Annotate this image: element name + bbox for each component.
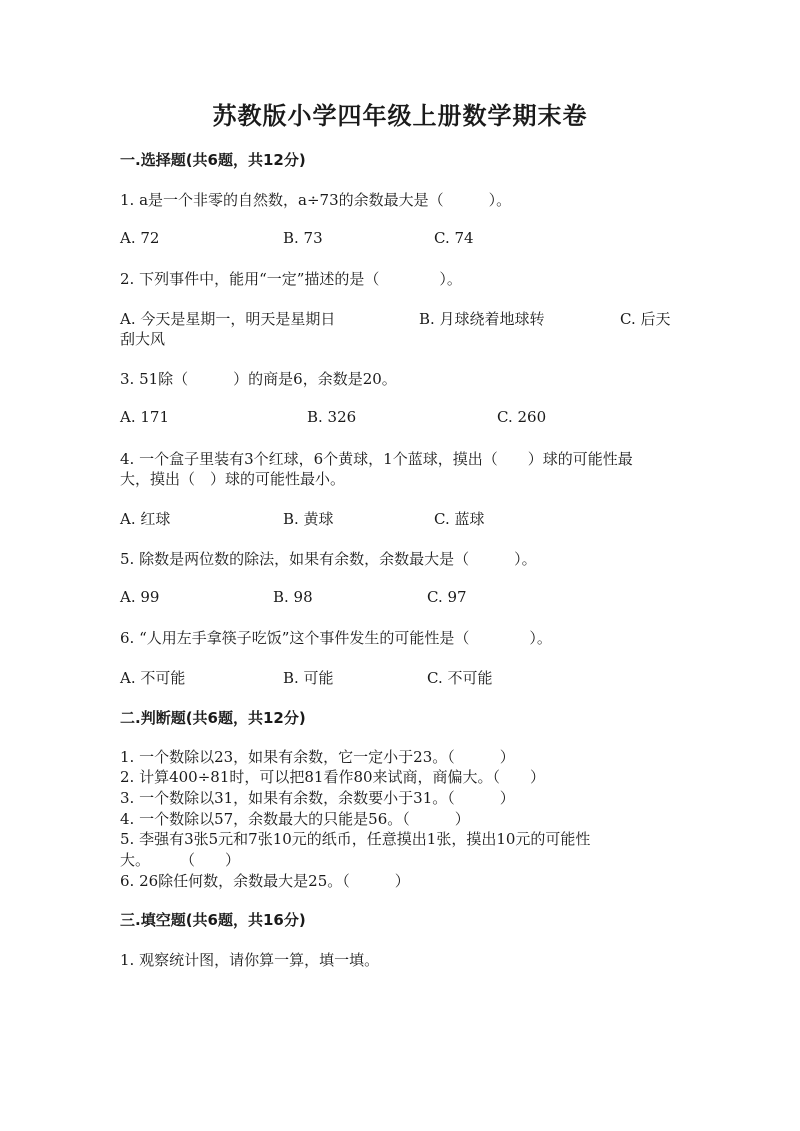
question-1-4-stem: 4. 一个盒子里装有3个红球，6个黄球，1个蓝球，摸出（ ）球的可能性最 <box>120 450 633 468</box>
option-1-1-b: B. 73 <box>283 229 323 247</box>
question-1-3-stem: 3. 51除（ ）的商是6，余数是20。 <box>120 370 397 388</box>
exam-title: 苏教版小学四年级上册数学期末卷 <box>212 101 588 130</box>
section-1-heading: 一.选择题(共6题，共12分) <box>120 151 306 169</box>
option-1-5-b: B. 98 <box>273 588 313 606</box>
option-1-3-b: B. 326 <box>307 408 357 426</box>
option-1-6-c: C. 不可能 <box>427 669 493 687</box>
option-1-3-a: A. 171 <box>120 408 169 426</box>
judge-item-3: 3. 一个数除以31，如果有余数，余数要小于31。（ ） <box>120 789 515 807</box>
judge-item-4: 4. 一个数除以57，余数最大的只能是56。（ ） <box>120 810 470 828</box>
option-1-5-a: A. 99 <box>120 588 160 606</box>
option-1-2-c: C. 后天 <box>620 310 671 328</box>
option-1-6-b: B. 可能 <box>283 669 334 687</box>
question-1-1-stem: 1. a是一个非零的自然数，a÷73的余数最大是（ ）。 <box>120 191 512 209</box>
option-1-1-a: A. 72 <box>120 229 160 247</box>
section-3-heading: 三.填空题(共6题，共16分) <box>120 911 306 929</box>
question-1-2-stem: 2. 下列事件中，能用“一定”描述的是（ ）。 <box>120 270 462 288</box>
option-1-5-c: C. 97 <box>427 588 467 606</box>
option-1-2-a: A. 今天是星期一，明天是星期日 <box>120 310 336 328</box>
option-1-2-c-continued: 刮大风 <box>120 330 166 348</box>
question-1-5-stem: 5. 除数是两位数的除法，如果有余数，余数最大是（ ）。 <box>120 550 537 568</box>
judge-item-2: 2. 计算400÷81时，可以把81看作80来试商，商偏大。（ ） <box>120 768 546 786</box>
option-1-6-a: A. 不可能 <box>120 669 186 687</box>
option-1-3-c: C. 260 <box>497 408 547 426</box>
option-1-4-c: C. 蓝球 <box>434 510 485 528</box>
judge-item-5-continued: 大。 （ ） <box>120 851 241 869</box>
judge-item-1: 1. 一个数除以23，如果有余数，它一定小于23。（ ） <box>120 748 515 766</box>
judge-item-5: 5. 李强有3张5元和7张10元的纸币，任意摸出1张，摸出10元的可能性 <box>120 830 591 848</box>
question-1-6-stem: 6. “人用左手拿筷子吃饭”这个事件发生的可能性是（ ）。 <box>120 629 552 647</box>
section-2-heading: 二.判断题(共6题，共12分) <box>120 709 306 727</box>
option-1-1-c: C. 74 <box>434 229 474 247</box>
judge-item-6: 6. 26除任何数，余数最大是25。（ ） <box>120 872 410 890</box>
option-1-2-b: B. 月球绕着地球转 <box>419 310 545 328</box>
option-1-4-a: A. 红球 <box>120 510 171 528</box>
fill-question-1: 1. 观察统计图，请你算一算，填一填。 <box>120 951 380 969</box>
question-1-4-stem-continued: 大，摸出（ ）球的可能性最小。 <box>120 470 346 488</box>
option-1-4-b: B. 黄球 <box>283 510 334 528</box>
